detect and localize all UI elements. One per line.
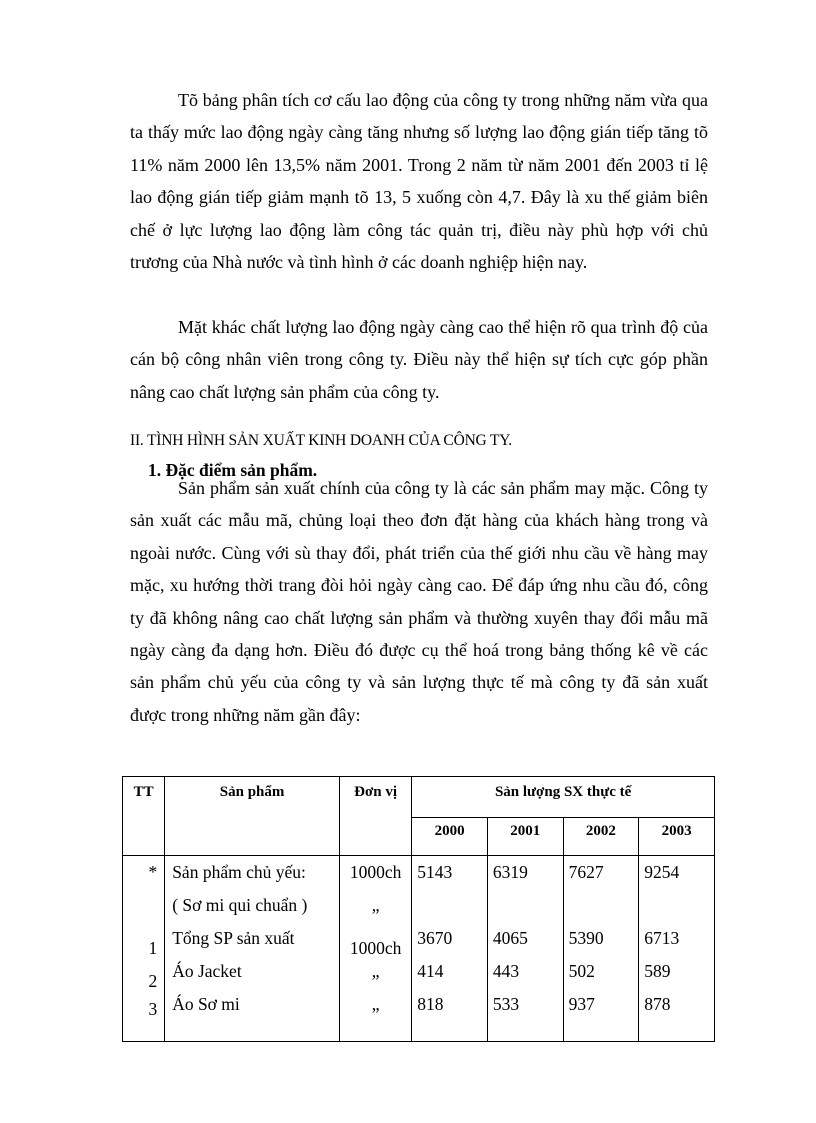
unit-cell: 1000ch bbox=[349, 862, 402, 882]
value-cell: 6713 bbox=[644, 928, 680, 948]
paragraph-product-features: Sản phẩm sản xuất chính của công ty là các sản phẩm may mặc. Công ty sản xuất các mẫu mã, chủng loại theo đơn đặt hàng của khách hàng trong và ngoài nước. Cùng với sù thay đổi, phát triển của thế giới nhu cầu về hàng may mặc, xu hướng thời trang đòi hỏi ngày càng cao. Để đáp ứng nhu cầu đó, công ty đã không nâng cao chất lượng sản phẩm và thường xuyên thay đổi mẫu mã ngày càng đa dạng hơn. Điều đó được cụ thể hoá trong bảng thống kê về các sản phẩm chủ yếu của công ty và sản lượng thực tế mà công ty đã sản xuất được trong những năm gần đây: bbox=[130, 478, 708, 725]
value-cell: 502 bbox=[568, 961, 595, 981]
tt-cell bbox=[123, 922, 164, 932]
product-cell: ( Sơ mi qui chuẩn ) bbox=[172, 895, 308, 915]
unit-cell: ” bbox=[371, 905, 380, 925]
value-cell: 7627 bbox=[568, 862, 604, 882]
production-table bbox=[122, 776, 715, 1042]
value-cell bbox=[412, 889, 487, 922]
header-year-2001: 2001 bbox=[487, 818, 563, 856]
value-cell bbox=[564, 889, 639, 922]
paragraph-labor-quality: Mặt khác chất lượng lao động ngày càng cao thể hiện rõ qua trình độ của cán bộ công nhân viên trong công ty. Điều này thể hiện sự tích cực góp phần nâng cao chất lượng sản phẩm của công ty. bbox=[130, 317, 708, 402]
product-column bbox=[165, 856, 340, 1042]
unit-cell bbox=[340, 889, 411, 899]
product-cell: Tổng SP sản xuất bbox=[172, 928, 295, 948]
value-cell bbox=[488, 889, 563, 922]
value-cell: 3670 bbox=[417, 928, 453, 948]
value-cell: 6319 bbox=[492, 862, 528, 882]
value-cell: 589 bbox=[644, 961, 671, 981]
value-cell: 5390 bbox=[568, 928, 604, 948]
header-output: Sản lượng SX thực tế bbox=[412, 777, 715, 818]
value-cell bbox=[639, 889, 714, 922]
value-cell: 443 bbox=[492, 961, 520, 981]
value-cell: 9254 bbox=[644, 862, 680, 882]
tt-cell: 2 bbox=[148, 971, 158, 991]
tt-cell: * bbox=[148, 862, 158, 882]
value-cell: 414 bbox=[417, 961, 444, 981]
header-year-2003: 2003 bbox=[639, 818, 715, 856]
header-year-2000: 2000 bbox=[412, 818, 488, 856]
value-cell: 818 bbox=[417, 994, 444, 1014]
header-year-2002: 2002 bbox=[563, 818, 639, 856]
paragraph-labor-structure: Tõ bảng phân tích cơ cấu lao động của công ty trong những năm vừa qua ta thấy mức lao động ngày càng tăng nhưng số lượng lao động gián tiếp tăng tõ 11% năm 2000 lên 13,5% năm 2001. Trong 2 năm từ năm 2001 đến 2003 tỉ lệ lao động gián tiếp giảm mạnh tõ 13, 5 xuống còn 4,7. Đây là xu thế giảm biên chế ở lực lượng lao động làm công tác quản trị, điều này phù hợp với chủ trương của Nhà nước và tình hình ở các doanh nghiệp hiện nay. bbox=[130, 90, 708, 273]
value-cell: 937 bbox=[568, 994, 595, 1014]
table-row bbox=[123, 856, 715, 1042]
product-cell: Áo Sơ mi bbox=[172, 994, 240, 1014]
value-cell: 5143 bbox=[417, 862, 453, 882]
tt-cell: 1 bbox=[148, 938, 158, 958]
table-header-row bbox=[123, 777, 715, 818]
subsection-heading: 1. Đặc điểm sản phẩm. bbox=[148, 460, 318, 480]
year-2003-column bbox=[639, 856, 715, 1042]
value-cell: 878 bbox=[644, 994, 671, 1014]
year-2002-column bbox=[563, 856, 639, 1042]
product-cell: Áo Jacket bbox=[172, 961, 242, 981]
value-cell: 533 bbox=[492, 994, 520, 1014]
tt-cell: 3 bbox=[148, 999, 158, 1019]
header-product: Sản phẩm bbox=[165, 777, 340, 856]
unit-cell: ” bbox=[371, 971, 380, 991]
header-unit: Đơn vị bbox=[339, 777, 411, 856]
year-2001-column bbox=[487, 856, 563, 1042]
product-cell: Sản phẩm chủ yếu: bbox=[172, 862, 306, 882]
tt-cell bbox=[123, 889, 164, 922]
unit-column bbox=[339, 856, 411, 1042]
year-2000-column bbox=[412, 856, 488, 1042]
unit-cell: ” bbox=[371, 1004, 380, 1024]
tt-column bbox=[123, 856, 165, 1042]
unit-cell: 1000ch bbox=[349, 938, 402, 958]
section-heading: II. TÌNH HÌNH SẢN XUẤT KINH DOANH CỦA CÔNG TY. bbox=[130, 432, 512, 449]
header-tt: TT bbox=[123, 777, 165, 856]
value-cell: 4065 bbox=[492, 928, 528, 948]
